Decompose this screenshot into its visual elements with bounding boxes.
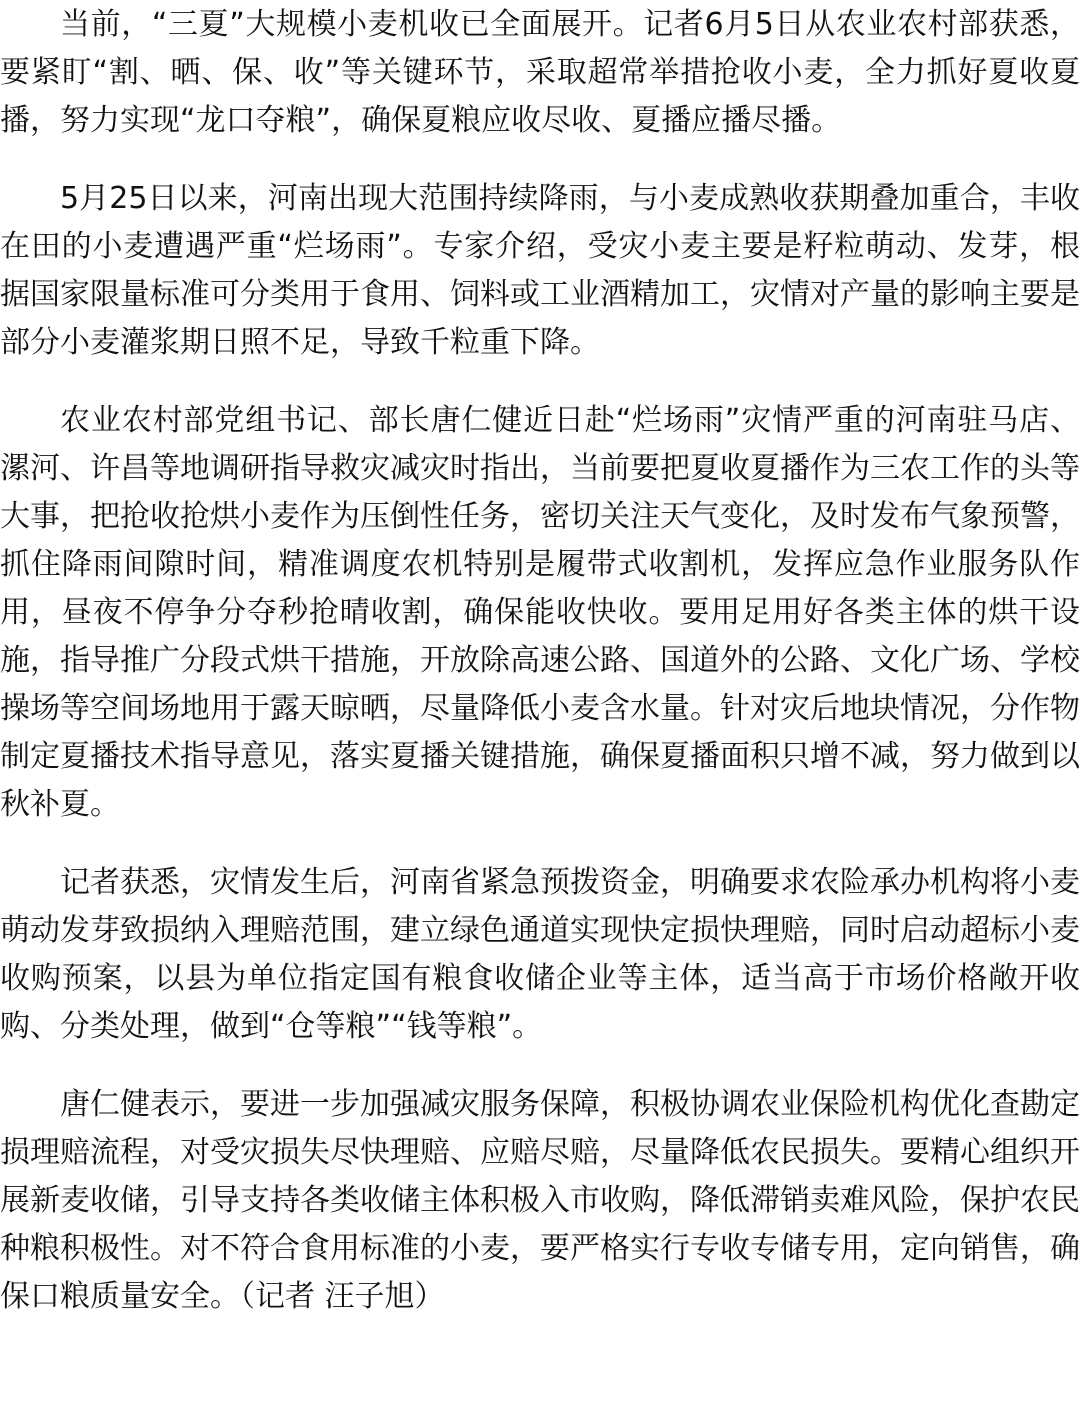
article-byline: （记者 汪子旭） xyxy=(240,1279,445,1314)
article-paragraph-4: 记者获悉，灾情发生后，河南省紧急预拨资金，明确要求农险承办机构将小麦萌动发芽致损纳入理赔范围，建立绿色通道实现快定损快理赔，同时启动超标小麦收购预案，以县为单位指定国有粮食收储企业等主体，适当高于市场价格敞开收购、分类处理，做到“仓等粮”“钱等粮”。 xyxy=(0,865,1080,1044)
article-paragraph-5 xyxy=(0,1081,1080,1321)
article-paragraph-1: 当前，“三夏”大规模小麦机收已全面展开。记者6月5日从农业农村部获悉，要紧盯“割、晒、保、收”等关键环节，采取超常举措抢收小麦，全力抓好夏收夏播，努力实现“龙口夺粮”，确保夏粮应收尽收、夏播应播尽播。 xyxy=(0,7,1080,138)
article-paragraph-2: 5月25日以来，河南出现大范围持续降雨，与小麦成熟收获期叠加重合，丰收在田的小麦遭遇严重“烂场雨”。专家介绍，受灾小麦主要是籽粒萌动、发芽，根据国家限量标准可分类用于食用、饲料或工业酒精加工，灾情对产量的影响主要是部分小麦灌浆期日照不足，导致千粒重下降。 xyxy=(0,181,1080,360)
article-paragraph-3: 农业农村部党组书记、部长唐仁健近日赴“烂场雨”灾情严重的河南驻马店、漯河、许昌等地调研指导救灾减灾时指出，当前要把夏收夏播作为三农工作的头等大事，把抢收抢烘小麦作为压倒性任务，密切关注天气变化，及时发布气象预警，抓住降雨间隙时间，精准调度农机特别是履带式收割机，发挥应急作业服务队作用，昼夜不停争分夺秒抢晴收割，确保能收快收。要用足用好各类主体的烘干设施，指导推广分段式烘干措施，开放除高速公路、国道外的公路、文化广场、学校操场等空间场地用于露天晾晒，尽量降低小麦含水量。针对灾后地块情况，分作物制定夏播技术指导意见，落实夏播关键措施，确保夏播面积只增不减，努力做到以秋补夏。 xyxy=(0,403,1080,822)
article-paragraph-5-text: 唐仁健表示，要进一步加强减灾服务保障，积极协调农业保险机构优化查勘定损理赔流程，对受灾损失尽快理赔、应赔尽赔，尽量降低农民损失。要精心组织开展新麦收储，引导支持各类收储主体积极入市收购，降低滞销卖难风险，保护农民种粮积极性。对不符合食用标准的小麦，要严格实行专收专储专用，定向销售，确保口粮质量安全。 xyxy=(0,1087,1080,1314)
